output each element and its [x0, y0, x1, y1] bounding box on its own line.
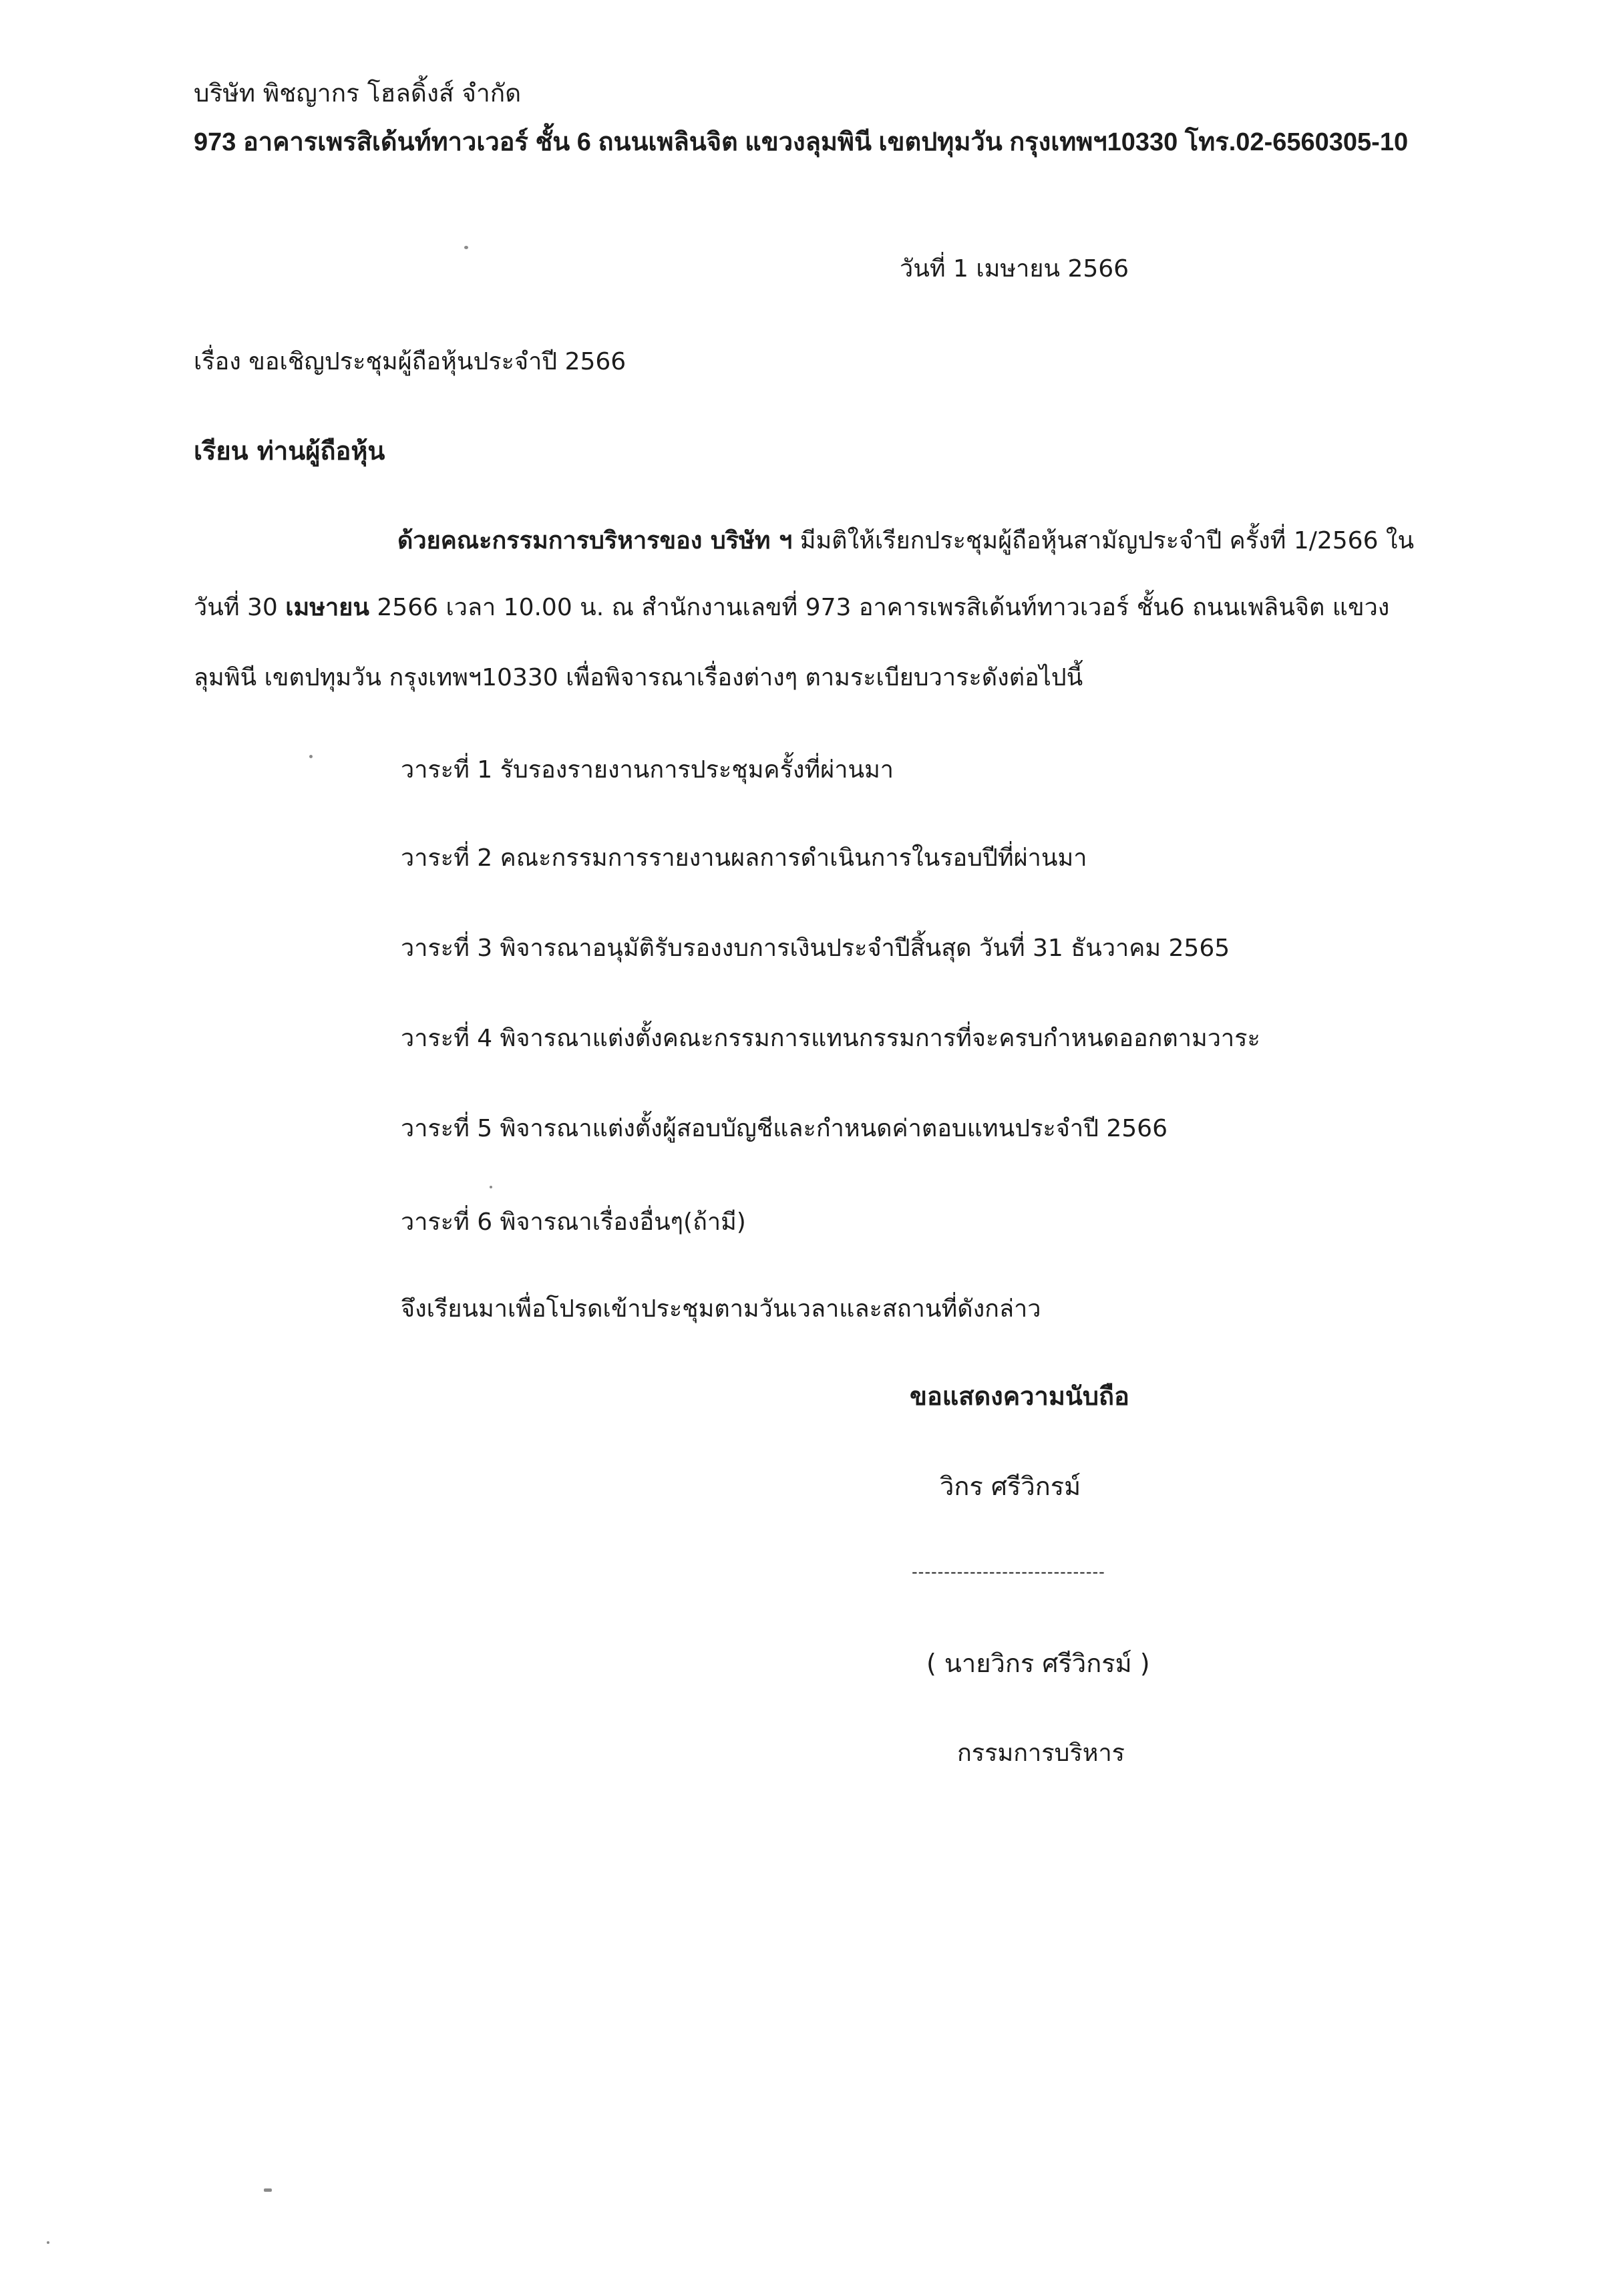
agenda-item-5: วาระที่ 5 พิจารณาแต่งตั้งผู้สอบบัญชีและกำหนดค่าตอบแทนประจำปี 2566 — [401, 1115, 1168, 1142]
scan-speck — [47, 2241, 49, 2244]
agenda-item-4: วาระที่ 4 พิจารณาแต่งตั้งคณะกรรมการแทนกรรมการที่จะครบกำหนดออกตามวาระ — [401, 1025, 1260, 1052]
signature-line: ------------------------------ — [912, 1563, 1105, 1581]
body-paragraph-line-3: ลุมพินี เขตปทุมวัน กรุงเทพฯ10330 เพื่อพิจารณาเรื่องต่างๆ ตามระเบียบวาระดังต่อไปนี้ — [194, 664, 1083, 691]
closing-text: จึงเรียนมาเพื่อโปรดเข้าประชุมตามวันเวลาและสถานที่ดังกล่าว — [401, 1295, 1041, 1323]
letter-salutation: เรียน ท่านผู้ถือหุ้น — [194, 436, 385, 466]
scan-speck — [464, 246, 468, 249]
scan-speck — [490, 1186, 492, 1188]
scan-speck — [309, 755, 313, 758]
body-paragraph-line-1 — [397, 528, 1414, 554]
body-line-2-lead: วันที่ 30 — [194, 594, 286, 621]
agenda-item-1: วาระที่ 1 รับรองรายงานการประชุมครั้งที่ผ่านมา — [401, 756, 894, 784]
body-line-1-rest: มีมติให้เรียกประชุมผู้ถือหุ้นสามัญประจำปี ครั้งที่ 1/2566 ใน — [792, 527, 1415, 554]
agenda-item-6: วาระที่ 6 พิจารณาเรื่องอื่นๆ(ถ้ามี) — [401, 1208, 746, 1236]
agenda-item-2: วาระที่ 2 คณะกรรมการรายงานผลการดำเนินการในรอบปีที่ผ่านมา — [401, 844, 1087, 872]
body-paragraph-line-2 — [194, 595, 1389, 621]
body-line-2-rest: 2566 เวลา 10.00 น. ณ สำนักงานเลขที่ 973 อาคารเพรสิเด้นท์ทาวเวอร์ ชั้น6 ถนนเพลินจิต แขวง — [369, 594, 1390, 621]
body-line-2-month: เมษายน — [285, 594, 369, 621]
signer-position: กรรมการบริหาร — [957, 1740, 1125, 1767]
printed-name: ( นายวิกร ศรีวิกรม์ ) — [926, 1649, 1150, 1678]
signature-name: วิกร ศรีวิกรม์ — [940, 1472, 1081, 1501]
letter-subject: เรื่อง ขอเชิญประชุมผู้ถือหุ้นประจำปี 2566 — [194, 348, 627, 375]
company-name: บริษัท พิชญากร โฮลดิ้งส์ จำกัด — [194, 79, 522, 108]
company-address: 973 อาคารเพรสิเด้นท์ทาวเวอร์ ชั้น 6 ถนนเพลินจิต แขวงลุมพินี เขตปทุมวัน กรุงเทพฯ10330 โทร.02-6560305-10 — [194, 128, 1409, 156]
scan-speck — [264, 2188, 272, 2192]
agenda-item-3: วาระที่ 3 พิจารณาอนุมัติรับรองงบการเงินประจำปีสิ้นสุด วันที่ 31 ธันวาคม 2565 — [401, 935, 1230, 962]
regards-line: ขอแสดงความนับถือ — [910, 1381, 1129, 1411]
letter-date: วันที่ 1 เมษายน 2566 — [900, 255, 1129, 283]
body-bold-lead: ด้วยคณะกรรมการบริหารของ บริษัท ฯ — [397, 527, 793, 554]
